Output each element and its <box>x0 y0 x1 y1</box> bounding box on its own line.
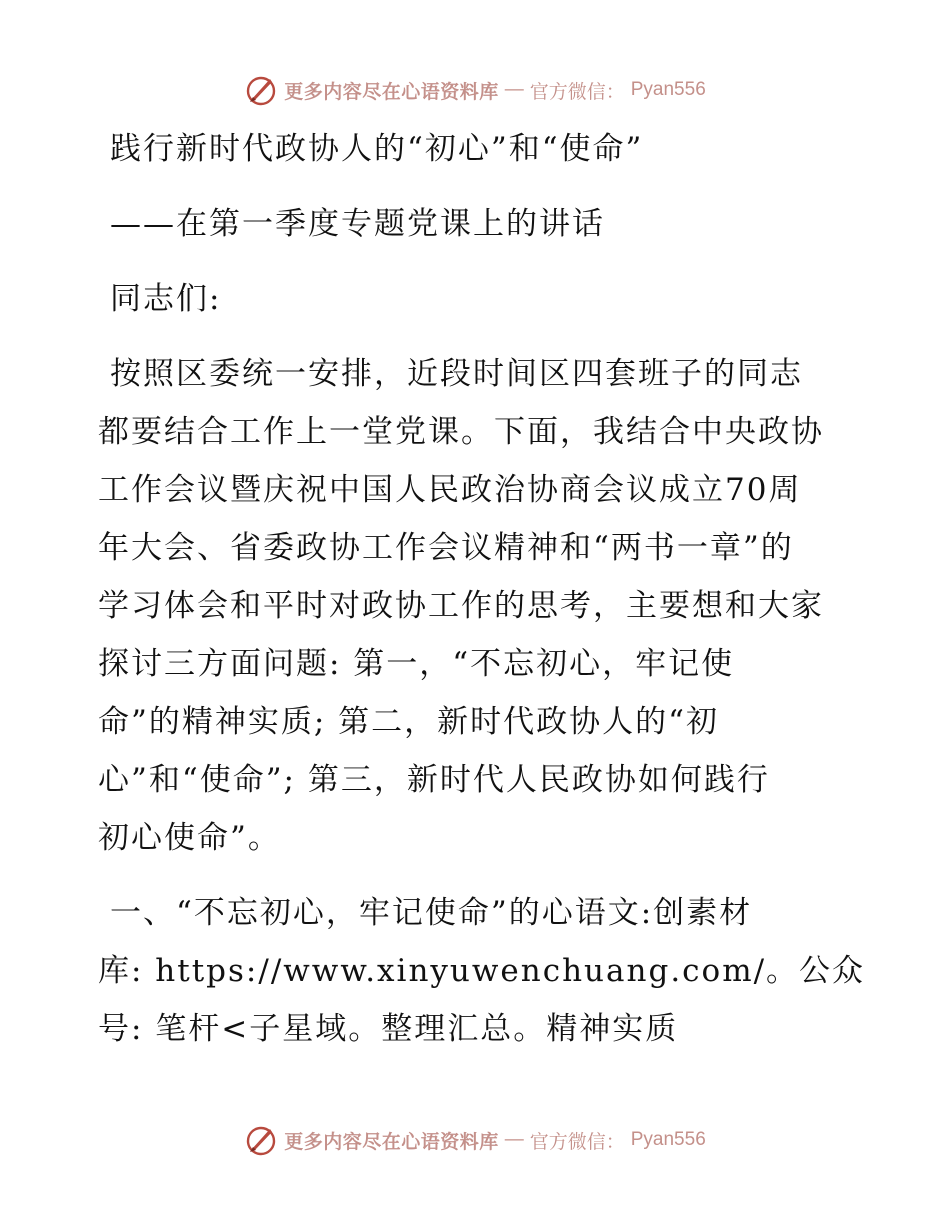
banner-wechat-label: 官方微信： <box>529 80 625 103</box>
paragraph-line: 工作会议暨庆祝中国人民政治协商会议成立70周 <box>98 472 802 508</box>
banner-title: 更多内容尽在心语资料库 <box>284 1130 499 1153</box>
paragraph-line: 命”的精神实质; 第二，新时代政协人的“初 <box>98 704 719 740</box>
document-body <box>98 120 866 1058</box>
bottom-banner <box>0 1120 950 1160</box>
section-line: 一、“不忘初心，牢记使命”的心语文:创素材 <box>110 895 753 931</box>
banner-wechat-id: Pyan556 <box>630 1129 706 1150</box>
document-title: 践行新时代政协人的“初心”和“使命” <box>110 131 644 167</box>
paragraph-line: 学习体会和平时对政协工作的思考，主要想和大家 <box>98 588 824 624</box>
paragraph-line: 探讨三方面问题: 第一，“不忘初心，牢记使 <box>98 646 735 682</box>
banner-wechat-label: 官方微信： <box>529 1130 625 1153</box>
paragraph-line: 都要结合工作上一堂党课。下面，我结合中央政协 <box>98 414 824 450</box>
banner-title: 更多内容尽在心语资料库 <box>284 80 499 103</box>
paragraph-line: 年大会、省委政协工作会议精神和“两书一章”的 <box>98 530 794 566</box>
banner-separator: — <box>504 79 524 100</box>
paragraph-line: 按照区委统一安排，近段时间区四套班子的同志 <box>110 356 803 392</box>
quill-pen-icon <box>244 1123 278 1157</box>
salutation: 同志们: <box>110 281 222 317</box>
document-subtitle: ——在第一季度专题党课上的讲话 <box>110 206 605 242</box>
top-banner <box>0 70 950 110</box>
quill-pen-icon <box>244 73 278 107</box>
section-heading-1 <box>98 884 866 1058</box>
banner-wechat-id: Pyan556 <box>630 79 706 100</box>
paragraph-line: 初心使命”。 <box>98 820 281 856</box>
banner-separator: — <box>504 1129 524 1150</box>
paragraph-intro <box>98 345 858 867</box>
paragraph-line: 心”和“使命”; 第三，新时代人民政协如何践行 <box>98 762 770 798</box>
section-line: 号: 笔杆<子星域。整理汇总。精神实质 <box>98 1011 679 1047</box>
section-line: 库: https://www.xinyuwenchuang.com/。公众 <box>98 953 866 989</box>
